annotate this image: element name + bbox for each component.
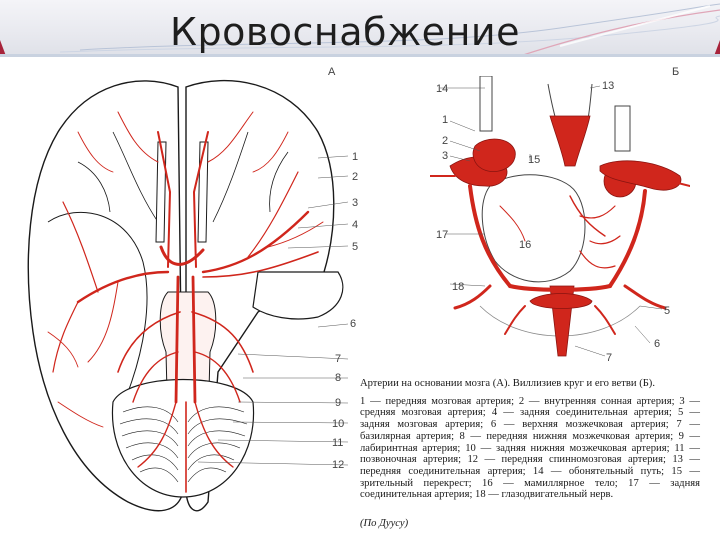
figure-b-label-1: 1 (442, 114, 449, 126)
figure-b-label-15: 15 (528, 154, 541, 166)
figure-a-label-10: 10 (332, 418, 345, 430)
figure-a-label-5: 5 (352, 241, 359, 253)
figure-a-label-3: 3 (352, 197, 359, 209)
figure-b-label-7: 7 (606, 352, 613, 364)
figure-a-label-2: 2 (352, 171, 359, 183)
caption-source: (По Дуусу) (360, 518, 409, 529)
figure-b-label-14: 14 (436, 83, 449, 95)
figure-b-label-6: 6 (654, 338, 661, 350)
caption-title: Артерии на основании мозга (А). Виллизиев круг и его ветви (Б). (360, 378, 655, 389)
caption-legend: 1 — передняя мозговая артерия; 2 — внутренняя сонная артерия; 3 — средняя мозговая артерия; 4 — задняя соединительная артерия; 5 — задняя мозговая артерия; 6 — верхняя мозжечковая артерия; 7 — базилярная артерия; 8 — передняя нижняя мозжечковая артерия; 9 — лабиринтная артерия; 10 — задняя нижняя мозжечковая артерия; 11 — позвоночная артерия; 12 — передняя спинномозговая артерия; 13 — передняя соединительная артерия; 14 — обонятельный путь; 15 — зрительный перекрест; 16 — мамиллярное тело; 17 — задняя соединительная артерия; 18 — глазодвигательный нерв. (360, 395, 700, 501)
figure-a-label-4: 4 (352, 219, 359, 231)
figure-b-label-18: 18 (452, 281, 465, 293)
circle-of-willis-illustration (430, 76, 690, 366)
figure-b-label-17: 17 (436, 229, 449, 241)
figure-a-label-8: 8 (335, 372, 342, 384)
figure-b-letter: Б (672, 66, 680, 78)
figure-b-label-5: 5 (664, 305, 671, 317)
figure-a-label-11: 11 (332, 437, 344, 449)
figure-a-label-7: 7 (335, 353, 342, 365)
figure-caption (360, 378, 700, 501)
figure-b-label-2: 2 (442, 135, 449, 147)
figure-b-label-3: 3 (442, 150, 449, 162)
figure-b-label-13: 13 (602, 80, 615, 92)
figure-b-label-16: 16 (519, 239, 532, 251)
slide-title: Кровоснабжение (170, 10, 520, 54)
figure-a-label-1: 1 (352, 151, 359, 163)
header-underline (0, 54, 720, 57)
figure-a-label-6: 6 (350, 318, 357, 330)
figure-a-label-9: 9 (335, 397, 342, 409)
figure-a-letter: А (328, 66, 336, 78)
brain-base-illustration (18, 72, 348, 522)
figure-a-label-12: 12 (332, 459, 345, 471)
